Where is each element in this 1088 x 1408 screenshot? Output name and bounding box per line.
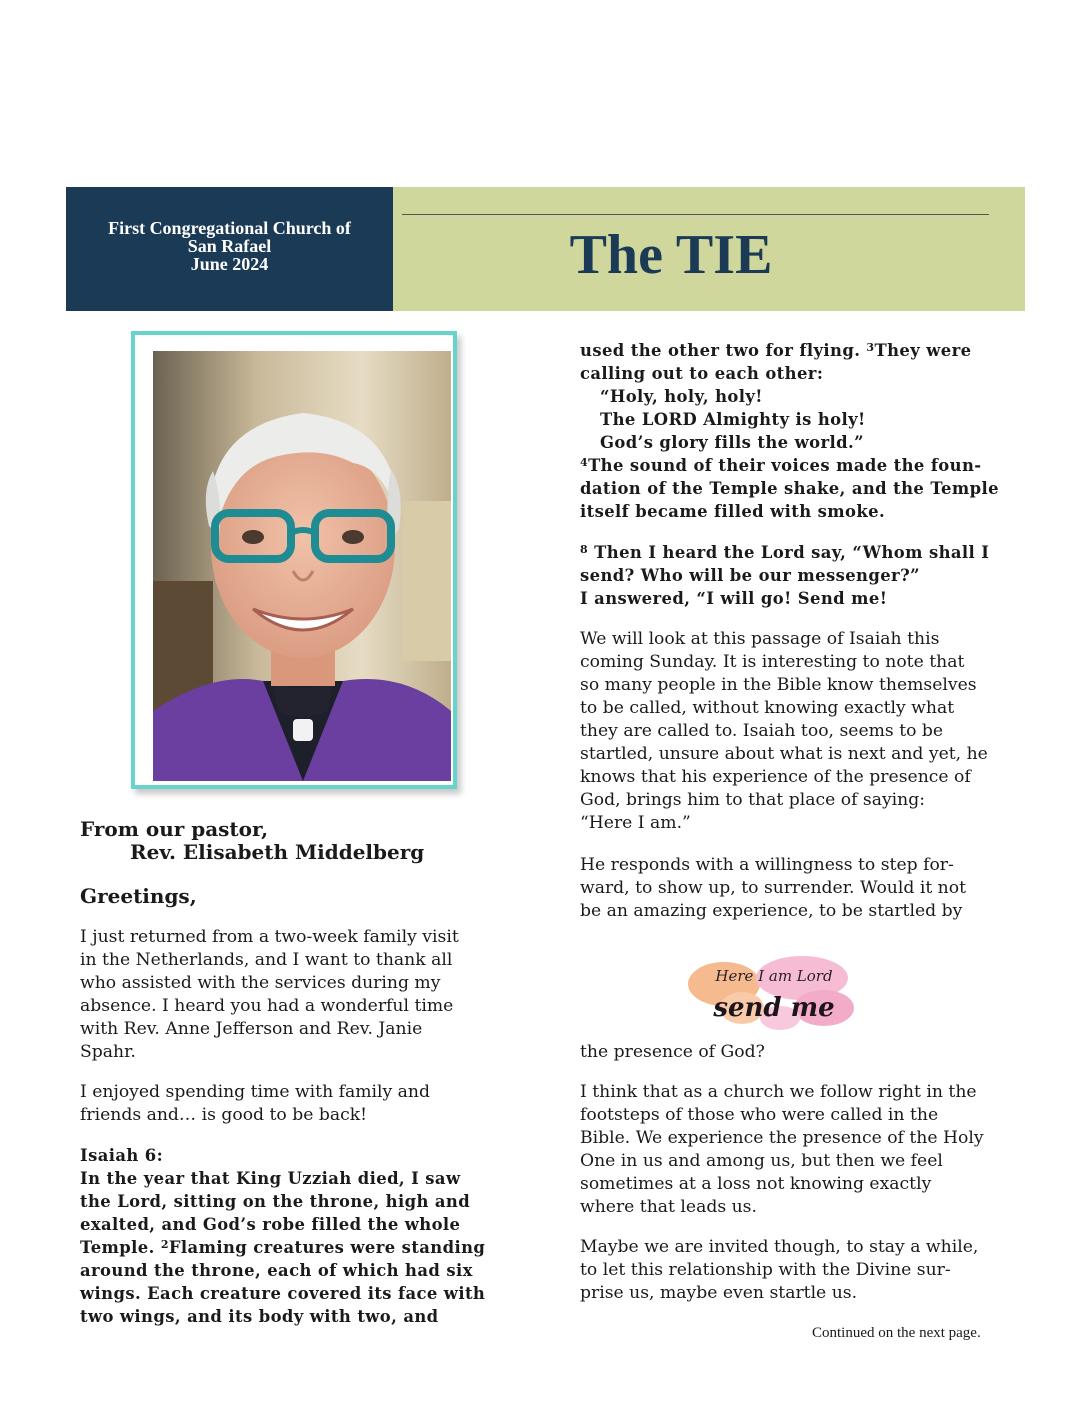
text-line: footsteps of those who were called in the (580, 1105, 939, 1125)
paragraph-isaiah (580, 628, 1030, 835)
text-line: God, brings him to that place of saying: (580, 790, 926, 810)
hymn-line: “Holy, holy, holy! (600, 387, 763, 406)
text-line: who assisted with the services during my (80, 973, 441, 993)
scripture-fragment: Then I heard the Lord say, “Whom shall I (588, 543, 990, 562)
scripture-block (80, 1144, 520, 1328)
text-line: the presence of God? (580, 1042, 765, 1062)
scripture-fragment: used the other two for flying. (580, 341, 867, 360)
text-line: to let this relationship with the Divine sur- (580, 1260, 951, 1280)
scripture-line: calling out to each other: (580, 364, 824, 383)
pastor-name: Rev. Elisabeth Middelberg (130, 840, 425, 864)
paragraph-return (80, 926, 520, 1064)
issue-date: June 2024 (190, 254, 269, 274)
scripture-line: I answered, “I will go! Send me! (580, 589, 888, 608)
scripture-fragment: They were (874, 341, 972, 360)
scripture-fragment: Temple. (80, 1238, 161, 1257)
masthead-church-block (66, 187, 393, 311)
scripture-line: around the throne, each of which had six (80, 1261, 473, 1280)
text-line: He responds with a willingness to step for- (580, 855, 954, 875)
text-line: I just returned from a two-week family visit (80, 927, 459, 947)
text-line: I think that as a church we follow right in the (580, 1082, 977, 1102)
scripture-line: exalted, and God’s robe filled the whole (80, 1215, 461, 1234)
verse-number: 8 (580, 543, 589, 556)
text-line: where that leads us. (580, 1197, 757, 1217)
church-name-line2: San Rafael (187, 236, 272, 256)
scripture-line: the Lord, sitting on the throne, high and (80, 1192, 471, 1211)
scripture-heading: Isaiah 6: (80, 1146, 164, 1165)
scripture-line (580, 541, 1030, 564)
text-line: prise us, maybe even startle us. (580, 1283, 858, 1303)
paragraph-invited (580, 1236, 1030, 1305)
scripture-line: In the year that King Uzziah died, I saw (80, 1169, 461, 1188)
text-line: I enjoyed spending time with family and (80, 1082, 430, 1102)
text-line: ward, to show up, to surrender. Would it not (580, 878, 967, 898)
masthead-rule (402, 214, 989, 215)
verse-number: 3 (866, 341, 875, 354)
text-line: Bible. We experience the presence of the Holy (580, 1128, 984, 1148)
scripture-line (580, 454, 1030, 477)
text-line: knows that his experience of the presence of (580, 767, 971, 787)
scripture-fragment: Flaming creatures were standing (168, 1238, 486, 1257)
text-line: startled, unsure about what is next and yet, he (580, 744, 988, 764)
badge-line1: Here I am Lord (715, 967, 833, 985)
continued-note: Continued on the next page. (812, 1325, 981, 1341)
text-line: Spahr. (80, 1042, 136, 1062)
masthead-title-block (393, 187, 1025, 311)
scripture-line: send? Who will be our messenger?” (580, 566, 920, 585)
text-line: be an amazing experience, to be startled by (580, 901, 963, 921)
scripture-fragment: The sound of their voices made the foun- (588, 456, 982, 475)
scripture-line: dation of the Temple shake, and the Temple (580, 479, 999, 498)
text-line: in the Netherlands, and I want to thank all (80, 950, 453, 970)
hymn-line: God’s glory fills the world.” (600, 433, 864, 452)
scripture-line: wings. Each creature covered its face with (80, 1284, 486, 1303)
text-line: sometimes at a loss not knowing exactly (580, 1174, 932, 1194)
scripture-verse8 (580, 541, 1030, 610)
text-line: “Here I am.” (580, 813, 691, 833)
scripture-line: two wings, and its body with two, and (80, 1307, 439, 1326)
from-pastor-line: From our pastor, (80, 817, 269, 841)
text-line: they are called to. Isaiah too, seems to be (580, 721, 944, 741)
text-line: so many people in the Bible know themselves (580, 675, 977, 695)
text-line: coming Sunday. It is interesting to note that (580, 652, 965, 672)
scripture-line (80, 1236, 520, 1259)
verse-number: 2 (160, 1238, 169, 1251)
pastor-portrait-icon (153, 351, 451, 781)
newsletter-title: The TIE (569, 224, 773, 286)
paragraph-family (80, 1081, 520, 1127)
paragraph-church (580, 1081, 1030, 1219)
church-name-line1: First Congregational Church of (108, 218, 351, 238)
text-line: with Rev. Anne Jefferson and Rev. Janie (80, 1019, 423, 1039)
hymn-line: The LORD Almighty is holy! (600, 410, 866, 429)
scripture-line: itself became filled with smoke. (580, 502, 886, 521)
scripture-continued (580, 339, 1030, 523)
scripture-line (580, 339, 1030, 362)
right-column (580, 339, 1030, 1305)
text-line: Maybe we are invited though, to stay a while, (580, 1237, 979, 1257)
text-line: One in us and among us, but then we feel (580, 1151, 943, 1171)
left-column (80, 818, 520, 1328)
text-line: to be called, without knowing exactly what (580, 698, 955, 718)
text-line: We will look at this passage of Isaiah this (580, 629, 940, 649)
badge-line2: send me (713, 993, 835, 1023)
verse-number: 4 (580, 456, 589, 469)
pastor-photo-frame (131, 331, 457, 789)
greeting: Greetings, (80, 884, 197, 908)
text-line: absence. I heard you had a wonderful time (80, 996, 454, 1016)
here-i-am-lord-badge (684, 948, 864, 1036)
text-line: friends and… is good to be back! (80, 1105, 368, 1125)
